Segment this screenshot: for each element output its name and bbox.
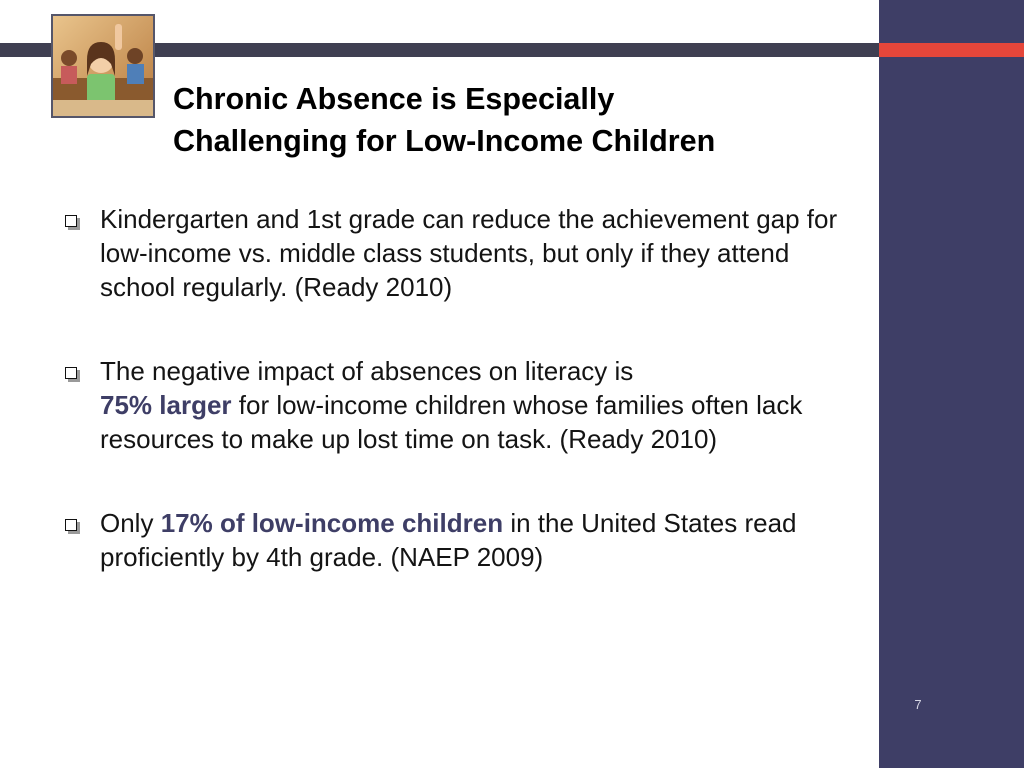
bullet-item: [63, 506, 853, 574]
bullet-list: [63, 202, 853, 574]
highlight-text: 17% of low-income children: [160, 508, 504, 538]
bullet-text: Kindergarten and 1st grade can reduce the achievement gap for low-income vs. middle class students, but only if they attend school regularly. (Ready 2010): [100, 204, 838, 302]
highlight-text: 75% larger: [100, 390, 232, 420]
bullet-text-before: The negative impact of absences on literacy is: [100, 356, 634, 386]
page-number: 7: [914, 697, 922, 712]
right-side-panel: [879, 0, 1024, 768]
bullet-text-after: in the United States read proficiently by 4th grade. (NAEP 2009): [100, 508, 797, 572]
slide-title-line-2: Challenging for Low-Income Children: [173, 124, 716, 158]
classroom-photo: [51, 14, 155, 118]
square-bullet-icon: [65, 519, 77, 531]
bullet-text-after: for low-income children whose families often lack resources to make up lost time on task. (Ready 2010): [100, 390, 803, 454]
bullet-item: [63, 354, 853, 456]
bullet-item: [63, 202, 853, 304]
slide-title-line-1: Chronic Absence is Especially: [173, 82, 615, 116]
slide-title: [173, 78, 863, 162]
classroom-photo-icon: [53, 16, 153, 116]
square-bullet-icon: [65, 367, 77, 379]
accent-stripe: [879, 43, 1024, 57]
square-bullet-icon: [65, 215, 77, 227]
bullet-text-before: Only: [100, 508, 161, 538]
